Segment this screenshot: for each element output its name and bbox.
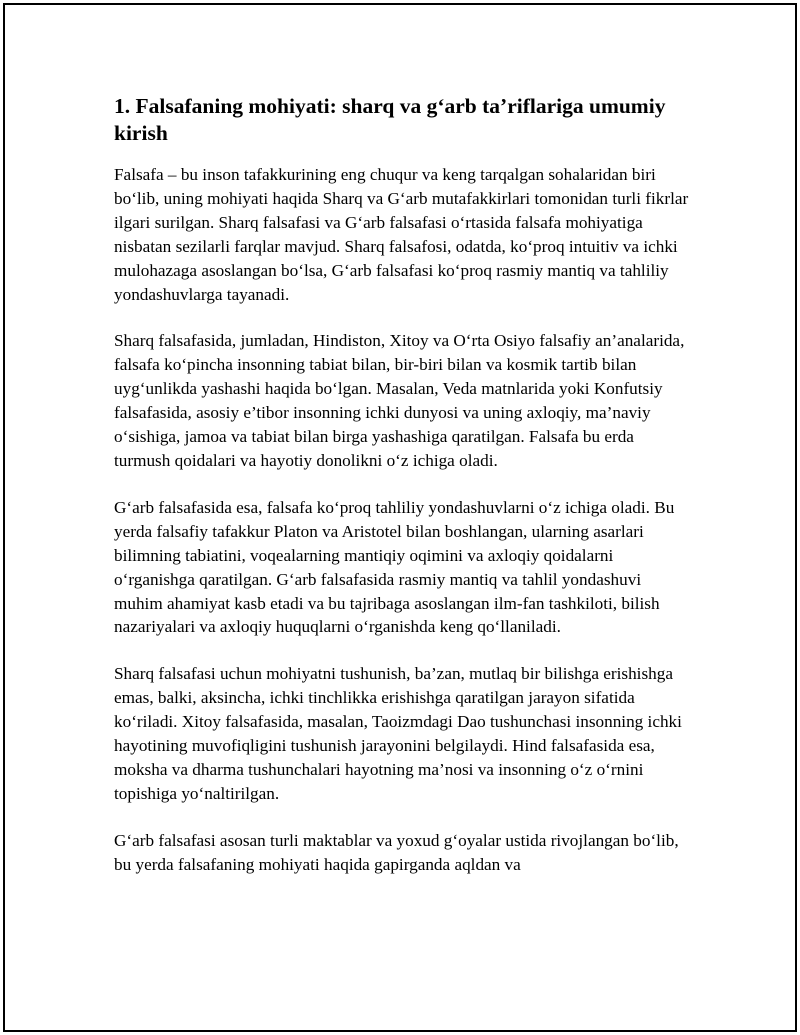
paragraph-2: Sharq falsafasida, jumladan, Hindiston, Xitoy va O‘rta Osiyo falsafiy an’analarida, falsafa ko‘pincha insonning tabiat bilan, bir-biri bilan va kosmik tartib bilan uyg‘unlikda yashashi haqida bo‘lgan. Masalan, Veda matnlarida yoki Konfutsiy falsafasida, asosiy e’tibor insonning ichki dunyosi va uning axloqiy, ma’naviy o‘sishiga, jamoa va tabiat bilan birga yashashiga qaratilgan. Falsafa bu erda turmush qoidalari va hayotiy donolikni o‘z ichiga oladi.: [114, 331, 685, 470]
section-heading: 1. Falsafaning mohiyati: sharq va g‘arb ta’riflariga umumiy kirish: [114, 94, 666, 145]
paragraph-1: Falsafa – bu inson tafakkurining eng chuqur va keng tarqalgan sohalaridan biri bo‘lib, uning mohiyati haqida Sharq va G‘arb mutafakkirlari tomonidan turli fikrlar ilgari surilgan. Sharq falsafasi va G‘arb falsafasi o‘rtasida falsafa mohiyatiga nisbatan sezilarli farqlar mavjud. Sharq falsafosi, odatda, ko‘proq intuitiv va ichki mulohazaga asoslangan bo‘lsa, G‘arb falsafasi ko‘proq rasmiy mantiq va tahliliy yondashuvlarga tayanadi.: [114, 165, 689, 304]
document-body: [114, 93, 689, 900]
paragraph-4: Sharq falsafasi uchun mohiyatni tushunish, ba’zan, mutlaq bir bilishga erishishga emas, balki, aksincha, ichki tinchlikka erishishga qaratilgan jarayon sifatida ko‘riladi. Xitoy falsafasida, masalan, Taoizmdagi Dao tushunchasi insonning ichki hayotining muvofiqligini tushunish jarayonini belgilaydi. Hind falsafasida esa, moksha va dharma tushunchalari hayotning ma’nosi va insonning o‘z o‘rnini topishiga yo‘naltirilgan.: [114, 664, 682, 803]
paragraph-3: G‘arb falsafasida esa, falsafa ko‘proq tahliliy yondashuvlarni o‘z ichiga oladi. Bu yerda falsafiy tafakkur Platon va Aristotel bilan boshlangan, ularning asarlari bilimning tabiatini, voqealarning mantiqiy oqimini va axloqiy qoidalarni o‘rganishga qaratilgan. G‘arb falsafasida rasmiy mantiq va tahlil yondashuvi muhim ahamiyat kasb etadi va bu tajribaga asoslangan ilm-fan tashkiloti, bilish nazariyalari va axloqiy huquqlarni o‘rganishda keng qo‘llaniladi.: [114, 497, 675, 637]
paragraph-5: G‘arb falsafasi asosan turli maktablar va yoxud g‘oyalar ustida rivojlangan bo‘lib, bu yerda falsafaning mohiyati haqida gapirganda aqldan va: [114, 830, 679, 874]
